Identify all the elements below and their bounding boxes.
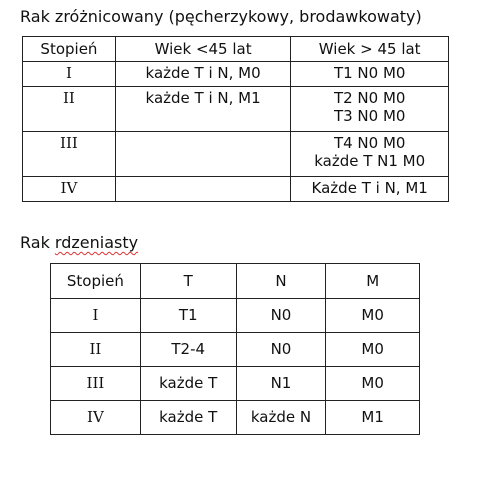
over45-line: każde T N1 M0 [314, 152, 426, 170]
column-header-m: M [326, 264, 420, 299]
stage-cell: I [23, 62, 116, 87]
table-header-row [23, 37, 449, 62]
over45-cell [291, 177, 449, 202]
column-header-stage: Stopień [51, 264, 141, 299]
over45-cell [291, 132, 449, 177]
stage-cell: III [51, 367, 141, 401]
column-header-over45: Wiek > 45 lat [291, 37, 449, 62]
column-header-stage: Stopień [23, 37, 116, 62]
t-cell: T2-4 [140, 333, 236, 367]
over45-line: T2 N0 M0 [333, 89, 406, 107]
column-header-t: T [140, 264, 236, 299]
table-row [51, 299, 420, 333]
t-cell: T1 [140, 299, 236, 333]
over45-line: T1 N0 M0 [333, 64, 406, 82]
t-cell: każde T [140, 367, 236, 401]
over45-line: T3 N0 M0 [333, 107, 406, 125]
over45-cell [291, 62, 449, 87]
table-row [51, 401, 420, 435]
n-cell: N1 [236, 367, 326, 401]
stage-cell: III [23, 132, 116, 177]
over45-cell [291, 87, 449, 132]
under45-cell [115, 177, 291, 202]
table-row [23, 62, 449, 87]
section1-heading: Rak zróżnicowany (pęcherzykowy, brodawkowaty) [20, 7, 422, 26]
section2-heading-underlined: rdzeniasty [54, 233, 139, 252]
table-row [51, 333, 420, 367]
n-cell: N0 [236, 333, 326, 367]
m-cell: M0 [326, 367, 420, 401]
table-row [23, 87, 449, 132]
under45-cell: każde T i N, M0 [115, 62, 291, 87]
stage-cell: IV [23, 177, 116, 202]
column-header-n: N [236, 264, 326, 299]
m-cell: M0 [326, 333, 420, 367]
differentiated-staging-table [22, 36, 449, 202]
stage-cell: II [51, 333, 141, 367]
column-header-under45: Wiek <45 lat [115, 37, 291, 62]
n-cell: każde N [236, 401, 326, 435]
medullary-staging-table [50, 263, 420, 435]
m-cell: M1 [326, 401, 420, 435]
stage-cell: I [51, 299, 141, 333]
m-cell: M0 [326, 299, 420, 333]
stage-cell: II [23, 87, 116, 132]
section2-heading [20, 233, 138, 252]
table-header-row [51, 264, 420, 299]
stage-cell: IV [51, 401, 141, 435]
t-cell: każde T [140, 401, 236, 435]
table-row [23, 177, 449, 202]
n-cell: N0 [236, 299, 326, 333]
table-row [23, 132, 449, 177]
under45-cell: każde T i N, M1 [115, 87, 291, 132]
under45-cell [115, 132, 291, 177]
over45-line: T4 N0 M0 [333, 134, 406, 152]
table-row [51, 367, 420, 401]
section2-heading-prefix: Rak [20, 233, 55, 252]
over45-line: Każde T i N, M1 [311, 179, 428, 197]
